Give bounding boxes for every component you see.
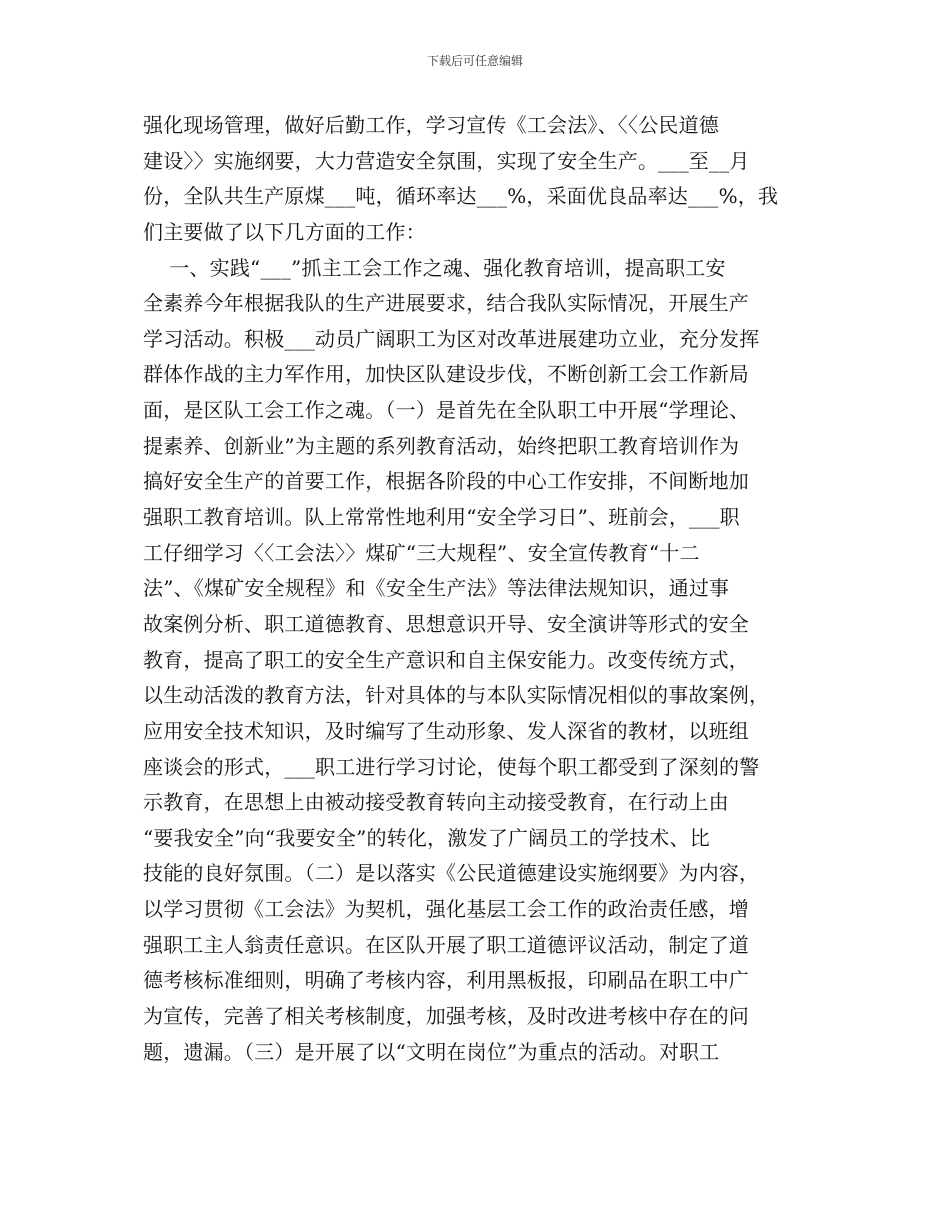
text-line: 德考核标准细则，明确了考核内容，利用黑板报，印刷品在职工中广 bbox=[143, 968, 749, 993]
text-line: 强职工主人翁责任意识。在区队开展了职工道德评议活动，制定了道 bbox=[143, 932, 749, 957]
text-line: 提素养、创新业”为主题的系列教育活动，始终把职工教育培训作为 bbox=[143, 433, 740, 458]
text-line: 故案例分析、职工道德教育、思想意识开导、安全演讲等形式的安全 bbox=[143, 611, 749, 636]
text-line: 以生动活泼的教育方法，针对具体的与本队实际情况相似的事故案例， bbox=[143, 683, 770, 708]
text-line: 学习活动。积极___动员广阔职工为区对改革进展建功立业，充分发挥 bbox=[143, 326, 760, 351]
text-line: 应用安全技术知识，及时编写了生动形象、发人深省的教材，以班组 bbox=[143, 718, 749, 743]
text-line: 群体作战的主力军作用，加快区队建设步伐，不断创新工会工作新局 bbox=[143, 362, 749, 387]
text-line: 一、实践“___”抓主工会工作之魂、强化教育培训，提高职工安 bbox=[143, 255, 726, 280]
text-line: “要我安全”向“我要安全”的转化，激发了广阔员工的学技术、比 bbox=[143, 825, 710, 850]
text-line: 座谈会的形式，___职工进行学习讨论，使每个职工都受到了深刻的警 bbox=[143, 754, 760, 779]
text-line: 建设〉〉实施纲要，大力营造安全氛围，实现了安全生产。___至__月 bbox=[143, 148, 750, 173]
text-line: 全素养今年根据我队的生产进展要求，结合我队实际情况，开展生产 bbox=[143, 291, 749, 316]
text-line: 示教育，在思想上由被动接受教育转向主动接受教育，在行动上由 bbox=[143, 790, 729, 815]
text-line: 强化现场管理，做好后勤工作，学习宣传《工会法》、〈〈公民道德 bbox=[143, 113, 719, 137]
body-text bbox=[143, 108, 809, 1070]
text-line: 面，是区队工会工作之魂。（一）是首先在全队职工中开展“学理论、 bbox=[143, 398, 750, 423]
text-line: 为宣传，完善了相关考核制度，加强考核，及时改进考核中存在的问 bbox=[143, 1004, 749, 1029]
text-line: 技能的良好氛围。（二）是以落实《公民道德建设实施纲要》为内容， bbox=[143, 861, 760, 886]
text-line: 以学习贯彻《工会法》为契机，强化基层工会工作的政治责任感，增 bbox=[143, 897, 749, 922]
page-header: 下载后可任意编辑 bbox=[426, 54, 523, 68]
text-line: 搞好安全生产的首要工作，根据各阶段的中心工作安排，不间断地加 bbox=[143, 469, 749, 494]
text-line: 工仔细学习〈〈工会法〉〉煤矿“三大规程”、安全宣传教育“十二 bbox=[143, 540, 700, 565]
text-line: 教育，提高了职工的安全生产意识和自主保安能力。改变传统方式， bbox=[143, 647, 749, 672]
text-line: 份，全队共生产原煤___吨，循环率达___%，采面优良品率达___%，我 bbox=[143, 184, 779, 209]
text-line: 法”、《煤矿安全规程》和《安全生产法》等法律法规知识，通过事 bbox=[143, 576, 730, 601]
text-line: 们主要做了以下几方面的工作： bbox=[143, 219, 426, 244]
text-line: 强职工教育培训。队上常常性地利用“安全学习日”、班前会，___职 bbox=[143, 505, 740, 530]
text-line: 题，遗漏。（三）是开展了以“文明在岗位”为重点的活动。对职工 bbox=[143, 1039, 720, 1064]
